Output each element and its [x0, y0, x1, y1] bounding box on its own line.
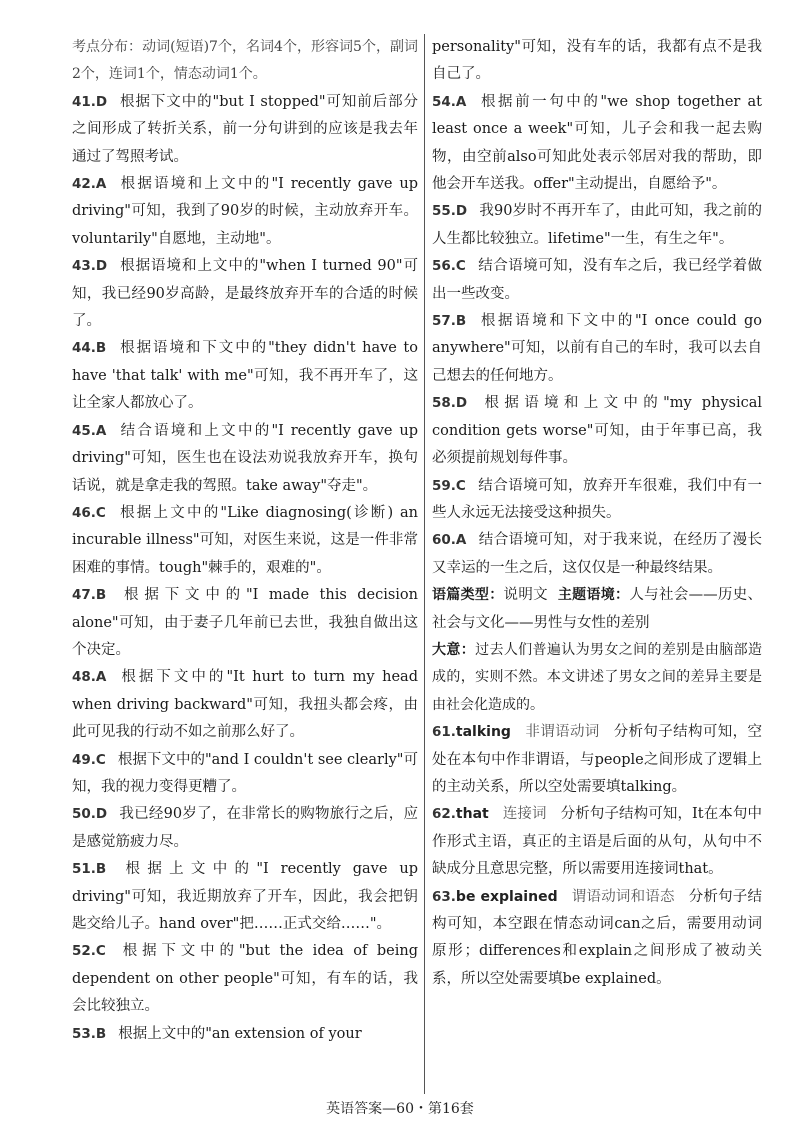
- question-number: 47.: [72, 587, 96, 604]
- fill-answer-item: [432, 801, 762, 883]
- answer-item: [432, 527, 762, 582]
- explanation-text: 根据下文中的"and I couldn't see clearly"可知，我的视力变得更糟了。: [72, 751, 418, 795]
- passage-type-line: [432, 582, 762, 637]
- column-divider: [424, 34, 425, 1094]
- grammar-tag: 非谓语动词: [524, 724, 600, 741]
- question-number: 43.: [72, 258, 96, 275]
- main-idea-label: 大意：: [432, 641, 476, 658]
- question-number: 60.: [432, 532, 456, 549]
- question-number: 52.: [72, 943, 96, 960]
- explanation-text: 分析句子结构可知，空处在本句中作非谓语，与people之间形成了逻辑上的主动关系，所以空处需要填talking。: [432, 724, 763, 795]
- explanation-text: 结合语境可知，对于我来说，在经历了漫长又幸运的一生之后，这仅仅是一种最终结果。: [432, 532, 762, 576]
- question-number: 61.: [432, 724, 456, 741]
- answer-item: [72, 89, 418, 171]
- answer-choice: A: [455, 532, 467, 549]
- page-footer: 英语答案—60・第16套: [326, 1101, 474, 1117]
- question-number: 58.: [432, 395, 456, 412]
- answer-choice: D: [95, 258, 108, 275]
- explanation-text: 根据上文中的"an extension of your: [118, 1025, 362, 1042]
- answer-item: [432, 308, 762, 390]
- explanation-text: 分析句子结构可知，It在本句中作形式主语，真正的主语是后面的从句，从句中不缺成分且意思完整，所以需要用连接词that。: [432, 806, 762, 878]
- answer-item: [72, 171, 418, 253]
- question-number: 63.: [432, 888, 456, 905]
- passage-type-value: 说明文: [503, 587, 548, 604]
- answer-choice: A: [95, 176, 107, 193]
- answer-choice: C: [455, 258, 466, 275]
- explanation-text: 我已经90岁了，在非常长的购物旅行之后，应是感觉筋疲力尽。: [72, 806, 418, 850]
- answer-item: [72, 664, 418, 746]
- answer-item: [72, 801, 418, 856]
- explanation-text: 我90岁时不再开车了，由此可知，我之前的人生都比较独立。lifetime"一生，有生之年"。: [432, 203, 762, 247]
- question-number: 46.: [72, 504, 96, 521]
- explanation-text: 结合语境可知，放弃开车很难，我们中有一些人永远无法接受这种损失。: [432, 477, 762, 521]
- explanation-text: 根据上文中的"Like diagnosing(诊断) an incurable illness"可知，对医生来说，这是一件非常困难的事情。tough"棘手的，艰难的"。: [72, 504, 418, 576]
- answer-item: [72, 253, 418, 335]
- answer-choice: A: [455, 93, 467, 110]
- question-number: 48.: [72, 669, 96, 686]
- answer-item: [432, 198, 762, 253]
- question-number: 59.: [432, 477, 456, 494]
- left-column: [72, 34, 418, 1048]
- answer-item: [72, 582, 418, 664]
- answer-item: [432, 89, 762, 199]
- question-number: 42.: [72, 176, 96, 193]
- fill-answer: that: [455, 806, 489, 823]
- answer-choice: C: [95, 751, 106, 768]
- grammar-fill-list: [432, 719, 762, 993]
- explanation-text: 根据语境和上文中的"I recently gave up driving"可知，我到了90岁的时候，主动放弃开车。voluntarily"自愿地，主动地"。: [72, 176, 418, 247]
- question-number: 53.: [72, 1025, 96, 1042]
- explanation-text: 根据下文中的"but I stopped"可知前后部分之间形成了转折关系，前一分句讲到的应该是我去年通过了驾照考试。: [72, 93, 418, 165]
- answer-choice: B: [95, 1025, 107, 1042]
- answer-item: [72, 1021, 418, 1048]
- explanation-text: 根据语境和下文中的"I once could go anywhere"可知，以前有自己的车时，我可以去自己想去的任何地方。: [432, 313, 762, 384]
- answer-choice: C: [95, 504, 106, 521]
- answer-choice: B: [455, 313, 467, 330]
- answer-choice: B: [95, 340, 107, 357]
- answer-choice: B: [95, 587, 107, 604]
- left-answer-list: [72, 89, 418, 1048]
- answer-item: [72, 938, 418, 1020]
- question-number: 49.: [72, 751, 96, 768]
- explanation-text: 根据前一句中的"we shop together at least once a week"可知，儿子会和我一起去购物，由空前also可知此处表示邻居对我的帮助，即他会开车送我。offer"主动提出，自愿给予"。: [432, 93, 762, 193]
- answer-item: [72, 856, 418, 938]
- answer-item: [72, 418, 418, 500]
- explanation-text: 根据语境和上文中的"my physical condition gets worse"可知，由于年事已高，我必须提前规划每件事。: [432, 395, 762, 467]
- answer-choice: D: [95, 806, 108, 823]
- answer-item: [432, 473, 762, 528]
- explanation-text: 根据下文中的"I made this decision alone"可知，由于妻子几年前已去世，我独自做出这个决定。: [72, 587, 418, 658]
- answer-item: [72, 500, 418, 582]
- answer-choice: C: [95, 943, 106, 960]
- question-number: 54.: [432, 93, 456, 110]
- question-number: 55.: [432, 203, 456, 220]
- answer-choice: A: [95, 669, 107, 686]
- question-number: 62.: [432, 806, 456, 823]
- knowledge-distribution: 考点分布：动词(短语)7个，名词4个，形容词5个，副词2个，连词1个，情态动词1个。: [72, 39, 418, 83]
- right-column: [432, 34, 762, 993]
- answer-choice: D: [95, 93, 108, 110]
- grammar-tag: 连接词: [502, 806, 547, 823]
- answer-item: [432, 390, 762, 472]
- answer-choice: B: [95, 861, 107, 878]
- answer-choice: D: [455, 395, 468, 412]
- fill-answer: talking: [455, 724, 511, 741]
- answer-53-continuation: personality"可知，没有车的话，我都有点不是我自己了。: [432, 39, 762, 83]
- explanation-text: 根据语境和上文中的"when I turned 90"可知，我已经90岁高龄，是最终放弃开车的合适的时候了。: [72, 258, 418, 330]
- question-number: 41.: [72, 93, 96, 110]
- question-number: 45.: [72, 422, 96, 439]
- answer-choice: A: [95, 422, 107, 439]
- answer-item: [72, 747, 418, 802]
- explanation-text: 根据语境和下文中的"they didn't have to have 'that talk' with me"可知，我不再开车了，这让全家人都放心了。: [72, 340, 418, 412]
- question-number: 56.: [432, 258, 456, 275]
- theme-context-label: 主题语境：: [557, 587, 630, 604]
- answer-choice: D: [455, 203, 468, 220]
- question-number: 57.: [432, 313, 456, 330]
- explanation-text: 根据下文中的"It hurt to turn my head when driving backward"可知，我扭头都会疼，由此可见我的行动不如之前那么好了。: [72, 669, 418, 741]
- fill-answer-item: [432, 719, 762, 801]
- explanation-text: 根据上文中的"I recently gave up driving"可知，我近期放弃了开车，因此，我会把钥匙交给儿子。hand over"把……正式交给……"。: [72, 861, 418, 932]
- explanation-text: 结合语境和上文中的"I recently gave up driving"可知，医生也在设法劝说我放弃开车，换句话说，就是拿走我的驾照。take away"夺走"。: [72, 422, 418, 494]
- explanation-text: 结合语境可知，没有车之后，我已经学着做出一些改变。: [432, 258, 762, 302]
- answer-choice: C: [455, 477, 466, 494]
- question-number: 50.: [72, 806, 96, 823]
- explanation-text: 根据下文中的"but the idea of being dependent on other people"可知，有车的话，我会比较独立。: [72, 943, 418, 1015]
- answer-item: [72, 335, 418, 417]
- fill-answer-item: [432, 884, 762, 994]
- theme-context-value: 人与社会——历史、社会与文化——男性与女性的差别: [432, 587, 763, 631]
- passage-type-label: 语篇类型：: [432, 587, 504, 604]
- explanation-text: 分析句子结构可知，本空跟在情态动词can之后，需要用动词原形；differences和explain之间形成了被动关系，所以空处需要填be explained。: [432, 888, 763, 987]
- answer-item: [432, 253, 762, 308]
- question-number: 44.: [72, 340, 96, 357]
- fill-answer: be explained: [455, 888, 558, 905]
- question-number: 51.: [72, 861, 96, 878]
- main-idea-text: 过去人们普遍认为男女之间的差别是由脑部造成的，实则不然。本文讲述了男女之间的差异主要是由社会化造成的。: [432, 641, 763, 713]
- grammar-tag: 谓语动词和语态: [571, 888, 675, 905]
- main-idea: [432, 637, 762, 719]
- right-answer-list: [432, 89, 762, 582]
